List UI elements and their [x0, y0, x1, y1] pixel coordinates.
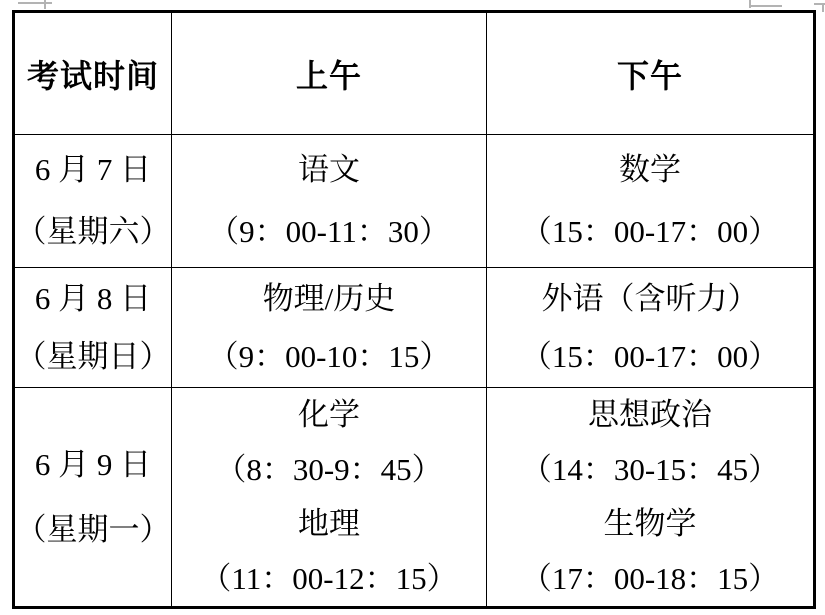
subject-name: 化学	[298, 397, 360, 432]
date-line: 6 月 7 日	[34, 152, 152, 187]
subject-name: 地理	[298, 506, 360, 541]
subject-name: 生物学	[603, 506, 697, 541]
header-row	[14, 12, 815, 135]
crop-artifact-top-left-line	[18, 2, 52, 4]
afternoon-cell	[487, 268, 815, 388]
subject-time: （15：00-17：00）	[520, 214, 780, 249]
crop-artifact-right-edge-tick	[822, 3, 824, 12]
subject-time: （15：00-17：00）	[520, 338, 780, 374]
subject-time: （9：00-11：30）	[208, 214, 450, 249]
subject-time: （8：30-9：45）	[215, 451, 443, 487]
exam-schedule-table	[12, 10, 816, 609]
afternoon-cell	[487, 135, 815, 268]
morning-cell	[172, 388, 487, 608]
date-line: 6 月 9 日	[34, 447, 152, 482]
subject-name: 思想政治	[588, 397, 712, 432]
subject-name: 语文	[298, 152, 360, 187]
subject-time: （9：00-10：15）	[207, 338, 451, 374]
date-cell	[14, 388, 172, 608]
subject-name: 外语（含听力）	[541, 280, 759, 316]
weekday-line: （星期日）	[15, 338, 171, 374]
row-june-9	[14, 388, 815, 608]
row-june-7	[14, 135, 815, 268]
date-line: 6 月 8 日	[34, 280, 152, 316]
date-cell	[14, 135, 172, 268]
subject-name: 数学	[619, 152, 681, 187]
weekday-line: （星期一）	[15, 512, 171, 547]
subject-time: （11：00-12：15）	[200, 560, 458, 596]
subject-time: （14：30-15：45）	[520, 451, 780, 487]
column-header-exam-time: 考试时间	[14, 12, 172, 135]
crop-artifact-top-left-tick	[44, 0, 46, 9]
subject-name: 物理/历史	[262, 280, 396, 316]
row-june-8	[14, 268, 815, 388]
date-cell	[14, 268, 172, 388]
crop-artifact-top-right-line	[749, 5, 782, 7]
afternoon-cell	[487, 388, 815, 608]
weekday-line: （星期六）	[15, 214, 171, 249]
morning-cell	[172, 268, 487, 388]
subject-time: （17：00-18：15）	[520, 560, 780, 596]
column-header-afternoon: 下午	[487, 12, 815, 135]
morning-cell	[172, 135, 487, 268]
column-header-morning: 上午	[172, 12, 487, 135]
